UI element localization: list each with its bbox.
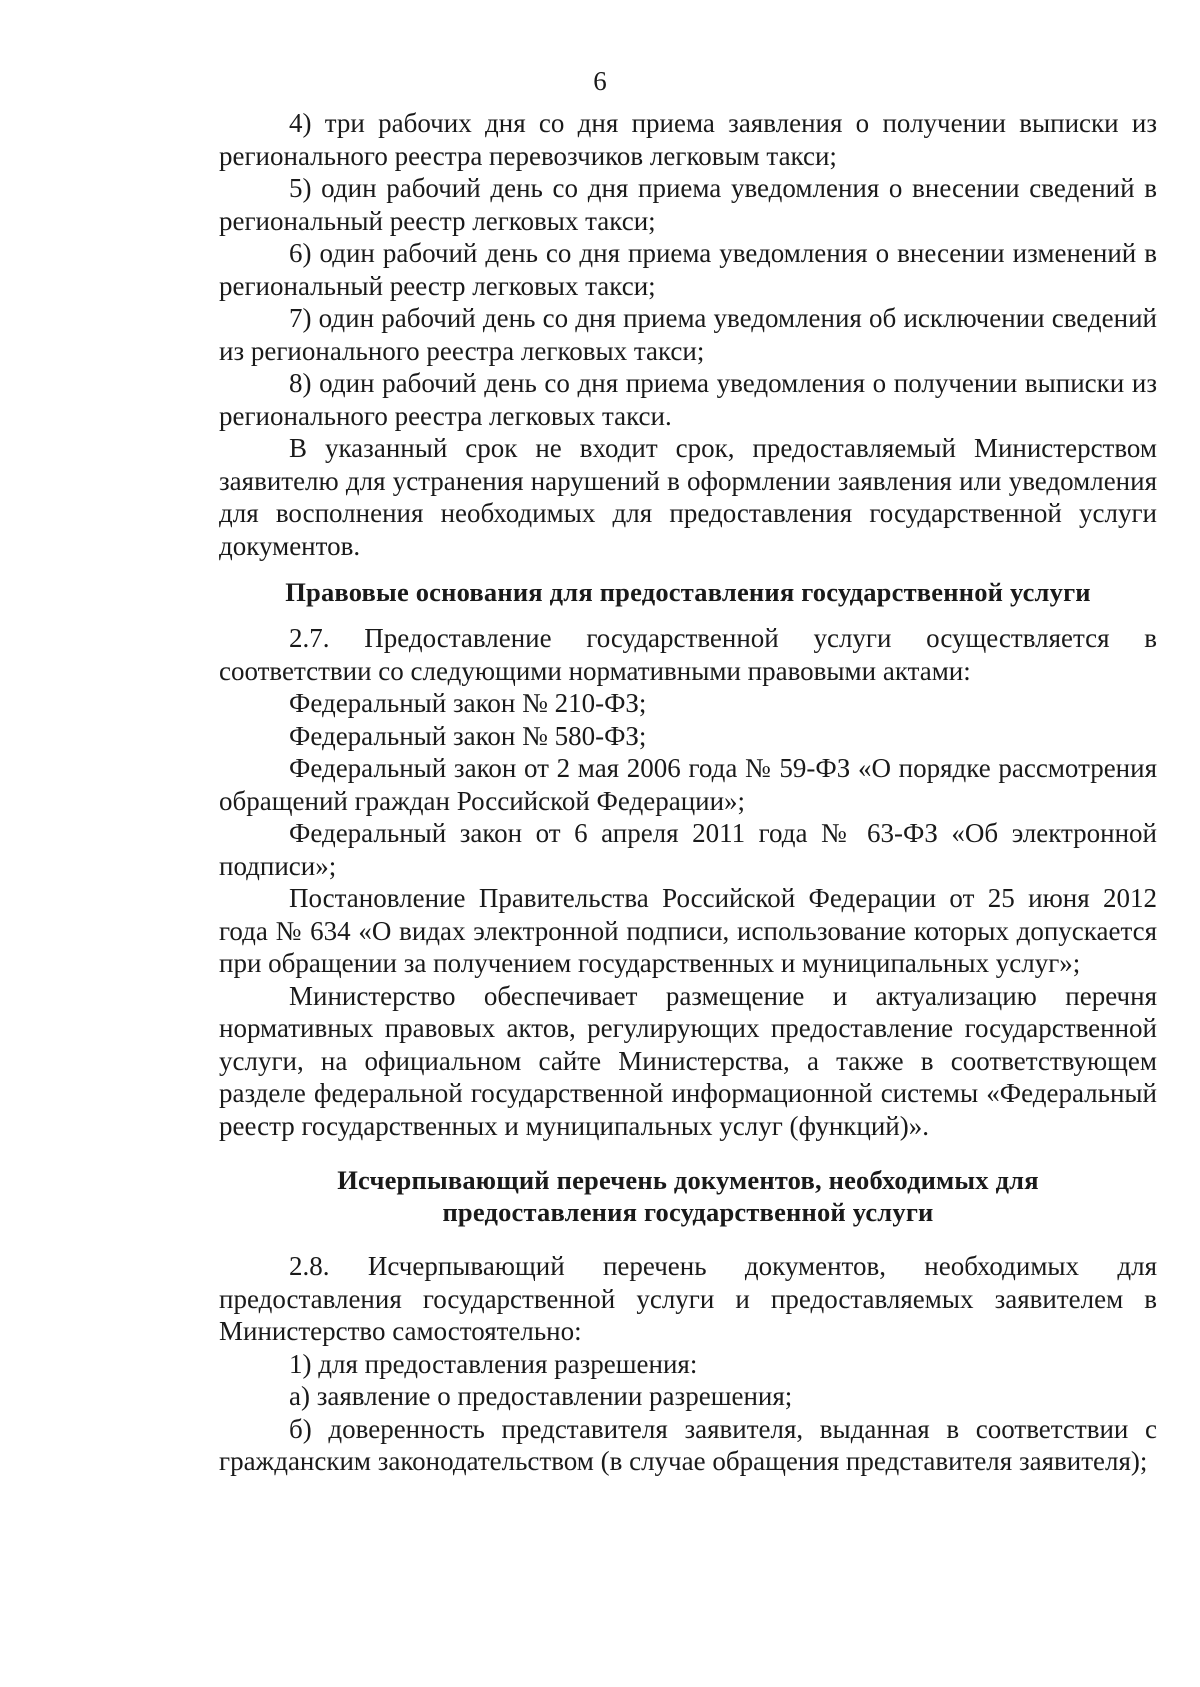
paragraph-ministry-publication: Министерство обеспечивает размещение и актуализацию перечня нормативных правовых актов, регулирующих предоставление государственной услуги, на официальном сайте Министерства, а также в соответствующем разделе федеральной государственной информационной системы «Федеральный реестр государственных и муниципальных услуг (функций)». — [219, 980, 1157, 1141]
paragraph-item-b: б) доверенность представителя заявителя, выданная в соответствии с гражданским законодательством (в случае обращения представителя заявителя); — [219, 1413, 1157, 1476]
section-heading-documents — [219, 1164, 1157, 1228]
document-body — [219, 107, 1157, 1478]
section-heading-legal-basis: Правовые основания для предоставления государственной услуги — [285, 577, 1091, 607]
paragraph-law-210: Федеральный закон № 210-ФЗ; — [289, 688, 647, 718]
paragraph-item-5: 5) один рабочий день со дня приема уведомления о внесении сведений в региональный реестр легковых такси; — [219, 173, 1157, 236]
page-number: 6 — [593, 66, 607, 96]
paragraph-item-7: 7) один рабочий день со дня приема уведомления об исключении сведений из регионального реестра легковых такси; — [219, 303, 1157, 366]
paragraph-decree-634: Постановление Правительства Российской Федерации от 25 июня 2012 года № 634 «О видах электронной подписи, использование которых допускается при обращении за получением государственных и муниципальных услуг»; — [219, 883, 1157, 978]
section-heading-documents-line2: предоставления государственной услуги — [442, 1197, 934, 1227]
paragraph-law-59: Федеральный закон от 2 мая 2006 года № 59-ФЗ «О порядке рассмотрения обращений граждан Российской Федерации»; — [219, 753, 1157, 816]
paragraph-term-note: В указанный срок не входит срок, предоставляемый Министерством заявителю для устранения нарушений в оформлении заявления или уведомления для восполнения необходимых для предоставления государственной услуги документов. — [219, 433, 1157, 561]
paragraph-item-4: 4) три рабочих дня со дня приема заявления о получении выписки из регионального реестра перевозчиков легковым такси; — [219, 108, 1157, 171]
paragraph-law-63: Федеральный закон от 6 апреля 2011 года № 63-ФЗ «Об электронной подписи»; — [219, 818, 1157, 881]
paragraph-item-a: а) заявление о предоставлении разрешения; — [289, 1381, 793, 1411]
section-heading-documents-line1: Исчерпывающий перечень документов, необходимых для — [337, 1165, 1039, 1195]
paragraph-item-6: 6) один рабочий день со дня приема уведомления о внесении изменений в региональный реестр легковых такси; — [219, 238, 1157, 301]
paragraph-2-7: 2.7. Предоставление государственной услуги осуществляется в соответствии со следующими нормативными правовыми актами: — [219, 623, 1157, 686]
paragraph-item-8: 8) один рабочий день со дня приема уведомления о получении выписки из регионального реестра легковых такси. — [219, 368, 1157, 431]
paragraph-item-1: 1) для предоставления разрешения: — [289, 1348, 698, 1379]
paragraph-2-8: 2.8. Исчерпывающий перечень документов, необходимых для предоставления государственной услуги и предоставляемых заявителем в Министерство самостоятельно: — [219, 1251, 1157, 1346]
paragraph-law-580: Федеральный закон № 580-ФЗ; — [289, 720, 647, 751]
